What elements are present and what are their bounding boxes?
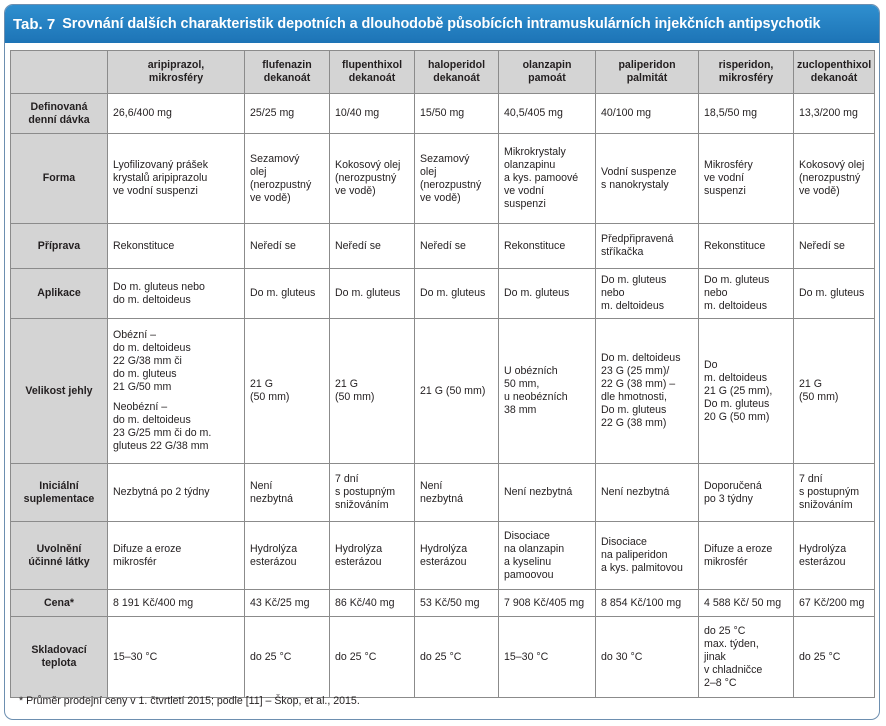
row-header [11, 269, 108, 319]
cell-line: 38 mm [504, 404, 537, 416]
table-cell [415, 319, 499, 464]
cell-line: Vodní suspenze [601, 165, 677, 178]
cell-line: 21 G [335, 378, 358, 390]
cell-line: m. deltoideus [704, 300, 768, 312]
cell-line: jinak [704, 650, 726, 663]
table-cell [245, 94, 330, 134]
cell-line: esterázou [250, 555, 297, 568]
table-cell [245, 269, 330, 319]
cell-line: dekanoát [433, 72, 480, 84]
cell-line: zuclopenthixol [797, 59, 872, 71]
table-row [11, 94, 875, 134]
cell-line [113, 394, 239, 401]
cell-line: 40,5/405 mg [504, 107, 563, 119]
table-cell [699, 224, 794, 269]
cell-line: po 3 týdny [704, 492, 753, 505]
cell-line: 22 G (38 mm) – [601, 378, 676, 390]
cell-line: do 25 °C [704, 624, 746, 637]
table-cell [108, 224, 245, 269]
cell-line: (50 mm) [250, 391, 290, 403]
cell-line: 67 Kč/200 mg [799, 596, 865, 609]
cell-line: (nerozpustný [335, 172, 397, 184]
table-cell [108, 522, 245, 590]
table-number: Tab. 7 [13, 15, 56, 33]
cell-line: haloperidol [427, 59, 486, 71]
cell-line: ve vodní [704, 172, 745, 184]
cell-line: Neředí se [420, 239, 466, 252]
table-frame [4, 4, 880, 720]
table-cell [245, 464, 330, 522]
column-header-1 [108, 51, 245, 94]
table-cell [330, 617, 415, 698]
table-cell [245, 617, 330, 698]
table-cell [330, 522, 415, 590]
cell-line: Neobézní – [113, 401, 168, 413]
column-header-5 [499, 51, 596, 94]
table-cell [699, 94, 794, 134]
cell-line: Do m. gluteus [504, 287, 570, 299]
table-cell [699, 522, 794, 590]
cell-line: m. deltoideus [704, 371, 768, 384]
cell-line: na olanzapin [504, 542, 565, 555]
table-row [11, 134, 875, 224]
table-cell [794, 617, 875, 698]
cell-line: na paliperidon [601, 549, 668, 561]
cell-line: do 30 °C [601, 650, 643, 663]
table-cell [596, 269, 699, 319]
table-cell [794, 269, 875, 319]
table-row [11, 617, 875, 698]
cell-line: Difuze a eroze [113, 542, 182, 555]
cell-line: esterázou [799, 555, 846, 568]
cell-line: do 25 °C [799, 650, 841, 663]
table-cell [108, 590, 245, 617]
table-cell [499, 464, 596, 522]
cell-line: do m. deltoideus [113, 414, 191, 426]
cell-line: ve vodě) [335, 185, 376, 197]
cell-line: 8 191 Kč/400 mg [113, 596, 194, 609]
table-cell [108, 464, 245, 522]
cell-line: Do m. gluteus [335, 287, 401, 299]
cell-line: Iniciální [39, 479, 79, 492]
cell-line: esterázou [335, 555, 382, 568]
cell-line: Do m. gluteus [799, 287, 865, 299]
cell-line: mikrosfér [704, 555, 748, 568]
column-header-8 [794, 51, 875, 94]
cell-line: pamoovou [504, 568, 554, 581]
cell-line: Uvolnění [36, 542, 82, 555]
cell-line: Hydrolýza [799, 542, 847, 555]
table-cell [699, 319, 794, 464]
cell-line: max. týden, [704, 637, 759, 650]
row-header [11, 617, 108, 698]
cell-line: paliperidon [618, 59, 676, 71]
cell-line: do m. gluteus [113, 368, 177, 380]
cell-line: (nerozpustný [799, 172, 861, 184]
cell-line: Sezamový [250, 152, 300, 165]
cell-line: nebo [601, 287, 625, 299]
cell-line: Příprava [37, 239, 81, 252]
table-cell [794, 464, 875, 522]
table-row [11, 269, 875, 319]
cell-line: ve vodě) [420, 191, 461, 204]
cell-line: mikrosféry [148, 72, 204, 84]
cell-line: Cena* [43, 596, 75, 609]
cell-line: 4 588 Kč/ 50 mg [704, 596, 782, 609]
row-header [11, 319, 108, 464]
cell-line: u neobézních [504, 391, 568, 403]
table-cell [596, 134, 699, 224]
table-cell [794, 522, 875, 590]
cell-line: snižováním [335, 499, 389, 511]
table-title-bar [5, 5, 879, 43]
column-header-row [11, 51, 875, 94]
cell-line: s nanokrystaly [601, 178, 669, 191]
table-cell [415, 224, 499, 269]
cell-line: do 25 °C [420, 650, 462, 663]
cell-line: 23 G (25 mm)/ [601, 365, 670, 377]
cell-line: Skladovací [31, 644, 87, 656]
cell-line: olanzapin [522, 59, 572, 71]
table-cell [415, 269, 499, 319]
cell-line: Sezamový [420, 152, 470, 165]
cell-line: 21 G (50 mm) [420, 384, 486, 397]
cell-line: Rekonstituce [704, 239, 766, 252]
table-cell [794, 590, 875, 617]
cell-line: ve vodě) [799, 185, 840, 197]
row-header [11, 224, 108, 269]
cell-line: Hydrolýza [335, 542, 383, 555]
table-cell [699, 617, 794, 698]
cell-line: suplementace [23, 492, 95, 505]
cell-line: Mikrokrystaly [504, 146, 566, 158]
cell-line: dle hmotnosti, [601, 391, 667, 403]
table-cell [330, 464, 415, 522]
table-cell [330, 224, 415, 269]
cell-line: 21 G (25 mm), [704, 384, 773, 397]
row-header [11, 94, 108, 134]
column-header-6 [596, 51, 699, 94]
cell-line: Neředí se [799, 239, 845, 252]
cell-line: Do m. gluteus [704, 397, 770, 410]
cell-line: olanzapinu [504, 159, 556, 171]
cell-line: nezbytná [420, 492, 463, 505]
cell-line: 53 Kč/50 mg [420, 596, 480, 609]
table-cell [108, 617, 245, 698]
cell-line: Kokosový olej [335, 159, 401, 171]
cell-line: 10/40 mg [335, 107, 380, 119]
cell-line: (50 mm) [335, 391, 375, 403]
cell-line: nebo [704, 287, 728, 299]
cell-line: pamoát [528, 72, 566, 84]
cell-line: Neředí se [250, 239, 296, 252]
cell-line: 25/25 mg [250, 107, 295, 119]
cell-line: Mikrosféry [704, 159, 753, 171]
table-row [11, 464, 875, 522]
table-cell [596, 224, 699, 269]
cell-line: 7 908 Kč/405 mg [504, 596, 585, 609]
cell-line: Do m. gluteus [420, 287, 486, 299]
table-cell [794, 224, 875, 269]
table-cell [499, 224, 596, 269]
header-corner-cell [11, 51, 108, 94]
cell-line: U obézních [504, 365, 558, 377]
table-cell [794, 94, 875, 134]
cell-line: gluteus 22 G/38 mm [113, 440, 209, 452]
cell-line: 26,6/400 mg [113, 107, 172, 119]
cell-line: Velikost jehly [25, 384, 93, 397]
table-cell [794, 319, 875, 464]
cell-line: Není nezbytná [601, 486, 670, 498]
table-cell [596, 94, 699, 134]
cell-line: Difuze a eroze [704, 542, 773, 555]
cell-line: a kyselinu [504, 555, 552, 568]
comparison-table [10, 50, 875, 698]
cell-line: 86 Kč/40 mg [335, 596, 395, 609]
table-cell [330, 94, 415, 134]
table-cell [330, 269, 415, 319]
cell-line: Do m. gluteus [250, 287, 316, 299]
cell-line: Aplikace [37, 287, 81, 299]
cell-line: do m. deltoideus [113, 342, 191, 354]
cell-line: do m. deltoideus [113, 293, 191, 306]
cell-line: účinné látky [28, 555, 90, 568]
table-cell [699, 590, 794, 617]
cell-line: suspenzi [704, 185, 746, 197]
cell-line: mikrosfér [113, 555, 157, 568]
cell-line: Neředí se [335, 239, 381, 252]
table-cell [330, 134, 415, 224]
table-cell [108, 94, 245, 134]
table-cell [415, 134, 499, 224]
cell-line: Není nezbytná [504, 486, 573, 498]
cell-line: Forma [42, 172, 76, 184]
cell-line: flupenthixol [341, 59, 403, 71]
cell-line: esterázou [420, 555, 467, 568]
table-cell [108, 134, 245, 224]
table-cell [596, 464, 699, 522]
cell-line: 18,5/50 mg [704, 107, 758, 119]
table-cell [415, 94, 499, 134]
cell-line: 50 mm, [504, 378, 540, 390]
cell-line: Hydrolýza [250, 542, 298, 555]
cell-line: risperidon, [718, 59, 774, 71]
cell-line: teplota [41, 657, 77, 669]
table-cell [245, 134, 330, 224]
table-cell [499, 617, 596, 698]
cell-line: 8 854 Kč/100 mg [601, 596, 682, 609]
cell-line: v chladničce [704, 663, 763, 676]
cell-line: Do m. gluteus [601, 274, 667, 286]
cell-line: s postupným [799, 486, 860, 498]
cell-line: Hydrolýza [420, 542, 468, 555]
cell-line: aripiprazol, [147, 59, 205, 71]
cell-line: ve vodní [504, 185, 545, 197]
cell-line: 15–30 °C [504, 650, 549, 663]
cell-line: 22 G (38 mm) [601, 417, 667, 429]
row-header [11, 590, 108, 617]
cell-line: Není [420, 479, 443, 492]
cell-line: do 25 °C [250, 650, 292, 663]
cell-line: 22 G/38 mm či [113, 355, 182, 367]
cell-line: Do m. gluteus [601, 404, 667, 416]
cell-line: Rekonstituce [113, 239, 175, 252]
table-cell [499, 134, 596, 224]
row-header [11, 464, 108, 522]
table-cell [108, 319, 245, 464]
cell-line: Disociace [504, 529, 550, 542]
cell-line: flufenazin [262, 59, 312, 71]
cell-line: palmitát [626, 72, 668, 84]
table-cell [499, 590, 596, 617]
cell-line: 23 G/25 mm či do m. [113, 427, 212, 439]
cell-line: Kokosový olej [799, 159, 865, 171]
row-header [11, 134, 108, 224]
table-cell [596, 319, 699, 464]
table-cell [499, 94, 596, 134]
cell-line: suspenzi [504, 198, 546, 210]
column-header-4 [415, 51, 499, 94]
table-title: Srovnání dalších charakteristik depotních a dlouhodobě působících intramuskulárních injekčních antipsychotik [62, 16, 821, 32]
cell-line: 21 G [799, 378, 822, 390]
cell-line: Do m. gluteus [704, 274, 770, 286]
cell-line: Rekonstituce [504, 239, 566, 252]
table-row [11, 319, 875, 464]
cell-line: (nerozpustný [420, 178, 482, 191]
table-cell [330, 590, 415, 617]
table-cell [699, 269, 794, 319]
column-header-2 [245, 51, 330, 94]
cell-line: krystalů aripiprazolu [113, 172, 208, 184]
cell-line: 15–30 °C [113, 650, 158, 663]
cell-line: a kys. pamoové [504, 172, 579, 184]
table-cell [415, 522, 499, 590]
cell-line: olej [420, 165, 437, 178]
table-cell [415, 464, 499, 522]
table-cell [499, 269, 596, 319]
cell-line: Nezbytná po 2 týdny [113, 486, 210, 498]
cell-line: 15/50 mg [420, 107, 465, 119]
row-header [11, 522, 108, 590]
table-cell [499, 522, 596, 590]
column-header-7 [699, 51, 794, 94]
cell-line: Předpřipravená [601, 233, 674, 245]
table-cell [330, 319, 415, 464]
cell-line: dekanoát [348, 72, 396, 84]
table-cell [596, 522, 699, 590]
cell-line: 2–8 °C [704, 676, 737, 689]
cell-line: nezbytná [250, 492, 293, 505]
cell-line: Obézní – [113, 329, 156, 341]
table-cell [415, 617, 499, 698]
table-cell [596, 590, 699, 617]
cell-line: do 25 °C [335, 650, 377, 663]
cell-line: dekanoát [810, 72, 858, 84]
column-header-3 [330, 51, 415, 94]
cell-line: Do m. gluteus nebo [113, 280, 205, 293]
cell-line: ve vodní suspenzi [113, 185, 198, 197]
cell-line: 21 G [250, 378, 273, 390]
table-cell [699, 464, 794, 522]
cell-line: Definovaná [30, 100, 88, 113]
cell-line: 40/100 mg [601, 107, 652, 119]
cell-line: stříkačka [601, 246, 644, 258]
table-cell [699, 134, 794, 224]
cell-line: snižováním [799, 499, 853, 511]
cell-line: 20 G (50 mm) [704, 410, 770, 423]
cell-line: (nerozpustný [250, 178, 312, 191]
cell-line: Lyofilizovaný prášek [113, 159, 208, 171]
cell-line: Do m. deltoideus [601, 352, 681, 364]
cell-line: 7 dní [799, 473, 823, 485]
cell-line: Doporučená [704, 479, 762, 492]
table-cell [596, 617, 699, 698]
table-cell [415, 590, 499, 617]
cell-line: denní dávka [28, 113, 90, 126]
cell-line: s postupným [335, 486, 396, 498]
table-cell [499, 319, 596, 464]
cell-line: (50 mm) [799, 391, 839, 403]
cell-line: Disociace [601, 536, 647, 548]
table-row [11, 224, 875, 269]
table-cell [794, 134, 875, 224]
cell-line: dekanoát [263, 72, 311, 84]
table-row [11, 590, 875, 617]
cell-line: olej [250, 165, 267, 178]
table-cell [108, 269, 245, 319]
cell-line: m. deltoideus [601, 300, 665, 312]
cell-line: 21 G/50 mm [113, 381, 172, 393]
cell-line: mikrosféry [718, 72, 774, 84]
cell-line: Do [704, 358, 718, 371]
table-cell [245, 590, 330, 617]
cell-line: ve vodě) [250, 191, 291, 204]
cell-line: 7 dní [335, 473, 359, 485]
cell-line: 43 Kč/25 mg [250, 596, 310, 609]
table-cell [245, 319, 330, 464]
footnote: * Průměr prodejní ceny v 1. čtvrtletí 2015; podle [11] – Škop, et al., 2015. [19, 695, 360, 707]
cell-line: Není [250, 479, 273, 492]
cell-line: a kys. palmitovou [601, 562, 683, 574]
table-row [11, 522, 875, 590]
table-cell [245, 224, 330, 269]
table-cell [245, 522, 330, 590]
cell-line: 13,3/200 mg [799, 107, 858, 119]
